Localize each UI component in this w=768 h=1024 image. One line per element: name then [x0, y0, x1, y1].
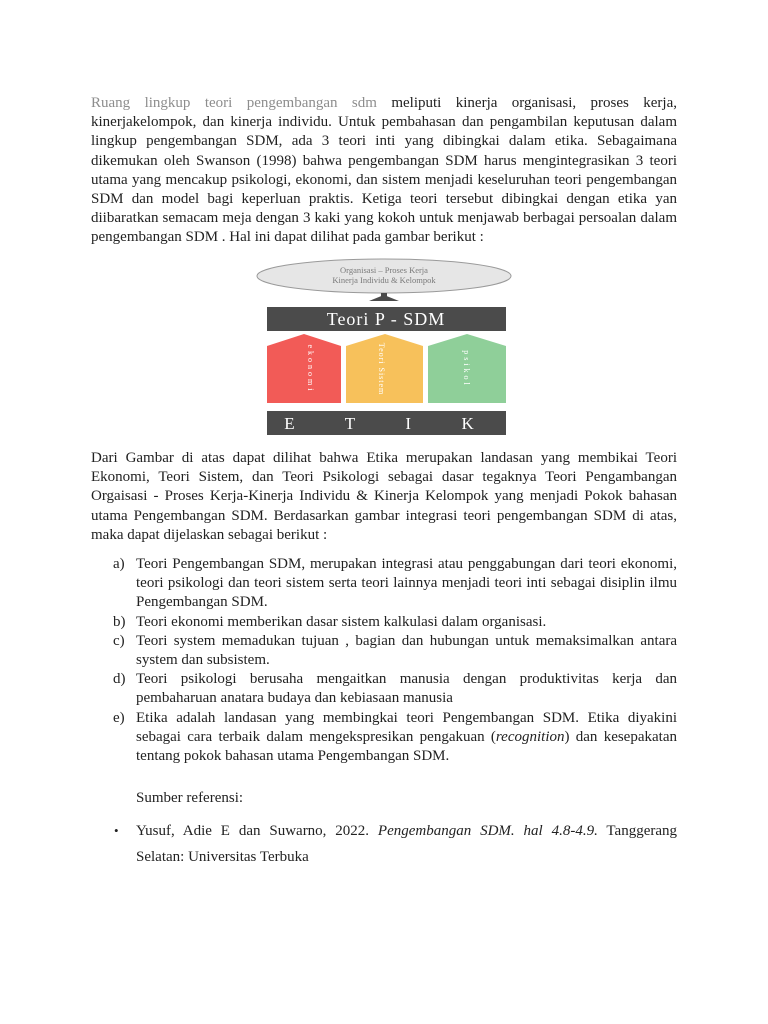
list-item [91, 709, 677, 767]
pillar-sistem-label: Teori Sistem [377, 342, 386, 396]
list-item [91, 555, 677, 613]
reference-post: Tanggerang Selatan: Universitas Terbuka [136, 823, 678, 865]
list-marker: c) [113, 632, 125, 649]
list-text: Teori ekonomi memberikan dasar sistem kalkulasi dalam organisasi. [136, 613, 547, 630]
etik-label: E T I K [284, 414, 488, 433]
list-text: Teori system memadukan tujuan , bagian dan hubungan untuk memaksimalkan antara system dan subsistem. [136, 632, 677, 669]
sdm-theory-diagram [255, 256, 515, 438]
ellipse-line-1: Organisasi – Proses Kerja [340, 265, 428, 275]
ellipse-line-2: Kinerja Individu & Kelompok [332, 275, 436, 285]
list-text-italic: recognition [495, 728, 565, 745]
list-text-post: ) dan kesepakatan tentang pokok bahasan utama Pengembangan SDM. [136, 728, 677, 765]
bullet-icon: • [114, 823, 119, 838]
pillar-ekonomi [267, 334, 341, 403]
list-marker: d) [113, 671, 126, 688]
list-marker: e) [113, 709, 125, 726]
references-heading: Sumber referensi: [136, 790, 244, 806]
intro-lead: Ruang lingkup teori pengembangan sdm [91, 95, 377, 111]
pillar-ekonomi-label: ekonomi [306, 344, 315, 394]
explanation-paragraph: Dari Gambar di atas dapat dilihat bahwa Etika merupakan landasan yang membikai Teori Ekonomi, Teori Sistem, dan Teori Psikologi sebagai dasar tegaknya Teori Pengambangan Orgaisasi - Proses Kerja-Kinerja Individu & Kinerja Kelompok yang menjadi Pokok bahasan utama Pengembangan SDM. Berdasarkan gambar integrasi teori pengembangan SDM di atas, maka dapat dijelaskan sebagai berikut : [91, 450, 677, 543]
pillar-psikologi-label: psikol [462, 350, 471, 388]
list-item [91, 670, 677, 708]
references-list [91, 818, 677, 870]
list-item [91, 632, 677, 670]
list-item [91, 613, 677, 632]
reference-pre: Yusuf, Adie E dan Suwarno, 2022. [136, 823, 378, 839]
list-marker: b) [113, 613, 126, 630]
reference-item [91, 818, 677, 870]
teori-psdm-label: Teori P - SDM [326, 309, 446, 329]
list-text-pre: Etika adalah landasan yang membingkai teori Pengembangan SDM. Etika diyakini sebagai cara terbaik dalam mengekspresikan pengakuan ( [136, 709, 677, 745]
intro-paragraph [91, 94, 677, 248]
list-text: Teori Pengembangan SDM, merupakan integrasi atau penggabungan dari teori ekonomi, teori psikologi dan teori sistem serta teori lainnya menjadi teori inti sebagai disiplin ilmu Pengembangan SDM. [136, 556, 677, 611]
up-arrow-icon [369, 295, 399, 301]
intro-text: meliputi kinerja organisasi, proses kerja, kinerjakelompok, dan kinerja individu. Untuk pembahasan dan pengambilan keputusan dalam lingkup pengembangan SDM, ada 3 teori inti yang dibingkai dalam etika. Sebagaimana dikemukan oleh Swanson (1998) bahwa pengembangan SDM harus mengintegrasikan 3 teori utama yang mencakup psikologi, ekonomi, dan sistem menjadi keseluruhan teori pengembangan SDM dan model bagi keperluan praktis. Ketiga teori tersebut dibingkai dengan etika yan diibaratkan semacam meja dengan 3 kaki yang kokoh untuk menjawab berbagai persoalan dalam pengembangan SDM . Hal ini dapat dilihat pada gambar berikut : [91, 95, 677, 246]
reference-title: Pengembangan SDM. hal 4.8-4.9. [377, 823, 598, 839]
list-marker: a) [113, 556, 125, 572]
list-text: Teori psikologi berusaha mengaitkan manusia dengan produktivitas kerja dan pembaharuan anatara budaya dan kebiasaan manusia [136, 671, 677, 707]
explanation-list [91, 555, 677, 766]
